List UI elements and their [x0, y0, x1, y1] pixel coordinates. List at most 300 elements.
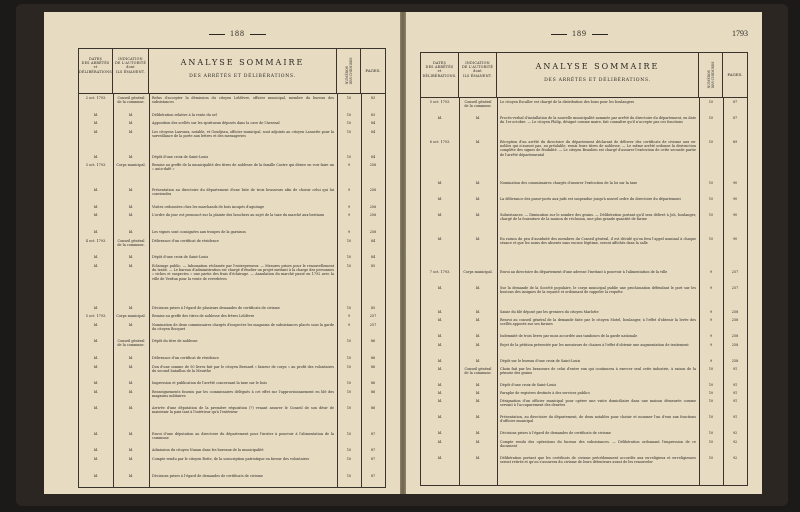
page-cell: 84: [370, 155, 376, 159]
table-row: [421, 310, 747, 318]
date-cell: Id.: [437, 431, 443, 435]
authority-cell: Id.: [128, 365, 134, 369]
numero-cell: 10: [708, 197, 714, 201]
page-cell: 91: [732, 399, 738, 403]
table-row: [421, 181, 747, 197]
authority-cell: Id.: [475, 334, 481, 338]
summary-cell: Désignation d'un officier municipal pour opérer une visite domiciliaire dans une maison démeurée comme servant à l'accaparement des denrées: [500, 399, 696, 408]
summary-cell: La délivrance des passe-ports aux juifs est suspendue jusqu'à nouvel ordre du directoire du département: [500, 197, 681, 201]
date-cell: Id.: [93, 205, 99, 209]
date-cell: Id.: [437, 286, 443, 290]
date-cell: 4 oct. 1793.: [85, 239, 107, 243]
date-cell: Id.: [437, 197, 443, 201]
page-cell: 90: [732, 213, 738, 217]
table-row: [421, 440, 747, 456]
date-cell: 5 oct. 1793.: [85, 314, 107, 318]
page-cell: 84: [370, 239, 376, 243]
page-cell: 85: [370, 306, 376, 310]
summary-cell: Décisions prises à l'égard de demandes de certificats de civisme: [500, 431, 611, 435]
page-cell: 84: [370, 255, 376, 259]
page-cell: 256: [369, 188, 377, 192]
table-row: [421, 116, 747, 140]
summary-cell: Dépôt du titre de noblesse: [152, 339, 198, 343]
authority-cell: Conseil général de la commune.: [117, 339, 145, 348]
page-cell: 87: [370, 474, 376, 478]
authority-cell: Id.: [475, 310, 481, 314]
numero-cell: 10: [708, 431, 714, 435]
numero-cell: 9: [347, 163, 351, 167]
date-cell: Id.: [93, 339, 99, 343]
header-pages: PAGES.: [727, 72, 743, 77]
summary-cell: En raison du peu d'assiduité des membres du Conseil général, il est décidé qu'on fera l'appel nominal à chaque séance et que les noms des absents sans excuse légitime, seront affichés dans la salle: [500, 237, 696, 246]
summary-cell: Admission du citoyen Nunan dans les bureaux de la municipalité: [152, 448, 264, 452]
table-row: [421, 367, 747, 383]
authority-cell: Id.: [128, 155, 134, 159]
table-row: [421, 456, 747, 480]
summary-cell: Impression et publication de l'arrêté concernant la taxe sur le bois: [152, 381, 267, 385]
authority-cell: Id.: [128, 457, 134, 461]
authority-cell: Id.: [128, 448, 134, 452]
summary-cell: Nomination de deux commissaires chargés d'inspecter les magasins de subsistances placés sous la garde du citoyen Bocquet: [152, 323, 334, 332]
authority-cell: Id.: [475, 286, 481, 290]
authority-cell: Id.: [475, 431, 481, 435]
summary-cell: Apposition des scellés sur les spiritueux déposés dans la cave de l'Arsenal: [152, 121, 280, 125]
date-cell: Id.: [93, 113, 99, 117]
page-subtitle: DES ARRÊTÉS ET DÉLIBÉRATIONS.: [544, 78, 651, 83]
numero-cell: 9: [347, 205, 351, 209]
left-page: [44, 12, 400, 494]
header-authority: INDICATION DE L'AUTORITÉ dont ILS ÉMANENT.: [113, 49, 149, 93]
authority-cell: Id.: [475, 391, 481, 395]
summary-cell: Décisions prises à l'égard de demandes de certificats de civisme: [152, 474, 263, 478]
date-cell: Id.: [437, 343, 443, 347]
numero-cell: 9: [347, 188, 351, 192]
page-cell: 258: [731, 310, 739, 314]
authority-cell: Id.: [475, 359, 481, 363]
left-table: [78, 48, 386, 488]
table-row: [421, 431, 747, 439]
authority-cell: Id.: [475, 318, 481, 322]
table-row: [79, 390, 385, 406]
numero-cell: 10: [708, 100, 714, 104]
page-cell: 86: [370, 365, 376, 369]
table-row: [421, 343, 747, 359]
table-row: [79, 239, 385, 255]
numero-cell: 10: [708, 399, 714, 403]
header-authority: INDICATION DE L'AUTORITÉ dont ILS ÉMANENT.: [459, 53, 497, 97]
authority-cell: Id.: [475, 399, 481, 403]
table-row: [79, 163, 385, 188]
page-cell: 258: [731, 343, 739, 347]
table-row: [79, 155, 385, 163]
date-cell: Id.: [93, 448, 99, 452]
page-cell: 257: [369, 314, 377, 318]
summary-cell: Éclairage public. — Inhumation réclamée par l'entrepreneur. — Mesures prises pour le renouvellement du traité. — Le bureau d'administration est chargé d'étudier un projet mettant à la charge des personnes « riches et suspectes » une partie des frais d'éclairage. — Annulation du marché passé en 1792 avec la ville de Verdun pour la vente de reverbères: [152, 264, 334, 281]
date-cell: 3 oct. 1793.: [85, 163, 107, 167]
table-row: [421, 334, 747, 342]
authority-cell: Id.: [128, 113, 134, 117]
page-cell: 258: [731, 318, 739, 322]
page-cell: 91: [732, 367, 738, 371]
numero-cell: 9: [709, 343, 713, 347]
numero-cell: 9: [709, 270, 713, 274]
summary-cell: Compte rendu par le citoyen Botte, de la souscription patriotique en faveur des volontaires: [152, 457, 310, 461]
authority-cell: Conseil général de la commune.: [117, 96, 145, 105]
summary-cell: Saisie du blé déposé par les greniers du citoyen Marlotte: [500, 310, 599, 314]
page-cell: 256: [369, 205, 377, 209]
header-numero: NUMÉROS DES CHEMISES: [337, 49, 361, 93]
authority-cell: Id.: [128, 188, 134, 192]
summary-cell: Présentation au directoire du département d'une liste de trois brasseurs afin de choisir celui qui lui conviendra: [152, 188, 334, 197]
page-cell: 83: [370, 113, 376, 117]
page-title: ANALYSE SOMMAIRE: [535, 62, 660, 71]
summary-cell: Rejet de la pétition présentée par les messieurs de chaises à l'effet d'obtenir une augmentation de traitement: [500, 343, 689, 347]
table-row: [79, 188, 385, 204]
page-cell: 91: [732, 383, 738, 387]
date-cell: Id.: [93, 390, 99, 394]
authority-cell: Id.: [475, 383, 481, 387]
summary-cell: Arrivée d'une députation de la première réquisition (?) venant assurer le Conseil de son désir de maintenir la paix tant à l'intérieur qu'à l'extérieur: [152, 406, 334, 415]
authority-cell: Id.: [128, 390, 134, 394]
authority-cell: Id.: [128, 121, 134, 125]
header-dates: DATES DES ARRÊTÉS et DÉLIBÉRATIONS.: [421, 53, 459, 97]
numero-cell: 10: [346, 406, 352, 410]
table-row: [421, 213, 747, 237]
date-cell: Id.: [437, 359, 443, 363]
authority-cell: Id.: [475, 116, 481, 120]
table-row: [79, 314, 385, 322]
date-cell: Id.: [437, 310, 443, 314]
numero-cell: 10: [346, 130, 352, 134]
page-cell: 257: [731, 286, 739, 290]
date-cell: Id.: [437, 383, 443, 387]
date-cell: Id.: [93, 264, 99, 268]
numero-cell: 10: [708, 440, 714, 444]
date-cell: Id.: [93, 121, 99, 125]
numero-cell: 10: [346, 448, 352, 452]
authority-cell: Id.: [475, 440, 481, 444]
summary-cell: Paraphe de registres destinés à des services publics: [500, 391, 590, 395]
authority-cell: Id.: [128, 323, 134, 327]
table-row: [79, 474, 385, 482]
page-cell: 87: [370, 448, 376, 452]
page-cell: 257: [369, 323, 377, 327]
table-row: [79, 213, 385, 229]
date-cell: Id.: [437, 456, 443, 460]
date-cell: Id.: [93, 406, 99, 410]
page-cell: 84: [370, 130, 376, 134]
numero-cell: 9: [347, 314, 351, 318]
numero-cell: 10: [346, 306, 352, 310]
authority-cell: Id.: [128, 130, 134, 134]
authority-cell: Id.: [475, 181, 481, 185]
summary-cell: Dépôt d'une croix de Saint-Louis: [152, 155, 209, 159]
table-row: [79, 306, 385, 314]
numero-cell: 10: [708, 367, 714, 371]
table-row: [421, 391, 747, 399]
header-numero: NUMÉROS DES CHEMISES: [699, 53, 723, 97]
header-dates: DATES DES ARRÊTÉS et DÉLIBÉRATIONS.: [79, 49, 113, 93]
authority-cell: Id.: [475, 456, 481, 460]
date-cell: Id.: [437, 440, 443, 444]
date-cell: Id.: [93, 432, 99, 436]
summary-cell: Don d'une somme de 50 livres fait par le citoyen Bernard « faiseur de corps » au profit des volontaires du second bataillon de la Meurthe: [152, 365, 334, 374]
numero-cell: 9: [709, 334, 713, 338]
numero-cell: 10: [346, 155, 352, 159]
authority-cell: Id.: [475, 237, 481, 241]
date-cell: Id.: [93, 213, 99, 217]
table-row: [421, 383, 747, 391]
table-row: [421, 415, 747, 431]
right-page-number: 189: [546, 29, 613, 38]
date-cell: Id.: [437, 237, 443, 241]
page-cell: 87: [732, 100, 738, 104]
numero-cell: 10: [346, 239, 352, 243]
table-row: [79, 448, 385, 456]
summary-cell: Délibération relative à la vente du sel: [152, 113, 217, 117]
authority-cell: Id.: [128, 406, 134, 410]
header-title: [497, 53, 699, 97]
date-cell: 5 oct. 1793.: [429, 100, 451, 104]
authority-cell: Corps municipal.: [116, 314, 146, 318]
page-cell: 256: [369, 163, 377, 167]
summary-cell: Compte rendu des opérations du bureau des subsistances. — Délibération ordonnant l'impression de ce document: [500, 440, 696, 449]
table-row: [79, 457, 385, 473]
page-cell: 90: [732, 181, 738, 185]
table-row: [421, 140, 747, 180]
page-cell: 86: [370, 390, 376, 394]
date-cell: Id.: [437, 415, 443, 419]
authority-cell: Id.: [128, 264, 134, 268]
summary-cell: Délibération portant que les certificats de civisme précédemment accordés aux ex-religieux et ex-religieuses seront retirés et qu'on s'assurera du civisme de leurs détenteurs avant de les renouveler: [500, 456, 696, 465]
page-cell: 87: [370, 457, 376, 461]
date-cell: 2 oct. 1793.: [85, 96, 107, 100]
numero-cell: 10: [708, 116, 714, 120]
numero-cell: 10: [708, 237, 714, 241]
page-cell: 257: [731, 270, 739, 274]
summary-cell: Les vignes sont consignées aux troupes de la garnison: [152, 230, 246, 234]
page-cell: 86: [370, 381, 376, 385]
date-cell: 6 oct. 1793.: [429, 140, 451, 144]
page-cell: 92: [732, 431, 738, 435]
date-cell: Id.: [93, 255, 99, 259]
table-row: [79, 432, 385, 448]
authority-cell: Id.: [475, 343, 481, 347]
numero-cell: 10: [708, 391, 714, 395]
table-row: [421, 197, 747, 213]
page-cell: 258: [731, 359, 739, 363]
summary-cell: L'ordre du jour est prononcé sur la plainte des bouchers au sujet de la taxe du marché aux bestiaux: [152, 213, 324, 217]
table-row: [421, 100, 747, 116]
page-cell: 91: [732, 391, 738, 395]
authority-cell: Conseil général de la commune.: [464, 100, 492, 109]
date-cell: Id.: [93, 356, 99, 360]
numero-cell: 10: [346, 339, 352, 343]
table-row: [421, 270, 747, 286]
summary-cell: Sur la demande de la Société populaire, le corps municipal publie une proclamation défendant le port sur les boutons des insignes de la royauté et ordonnant de rappeler la requête: [500, 286, 696, 295]
summary-cell: Présentation, au directoire du département, de deux notables pour choisir et nommer l'un d'eux aux fonctions d'officier municipal: [500, 415, 696, 424]
numero-cell: 10: [346, 356, 352, 360]
numero-cell: 10: [708, 181, 714, 185]
numero-cell: 9: [709, 310, 713, 314]
table-row: [421, 318, 747, 334]
header-title: [149, 49, 337, 93]
summary-cell: Renseignements fournis par les commissaires délégués à cet effet sur l'approvisionnement en blé des magasins militaires: [152, 390, 334, 399]
authority-cell: Conseil général de la commune.: [464, 367, 492, 376]
date-cell: Id.: [437, 334, 443, 338]
authority-cell: Id.: [128, 381, 134, 385]
authority-cell: Corps municipal.: [116, 163, 146, 167]
summary-cell: Visites ordonnées chez les marchands de bois incapés d'agiotage: [152, 205, 265, 209]
authority-cell: Id.: [128, 432, 134, 436]
date-cell: Id.: [93, 323, 99, 327]
summary-cell: Subsistances. — Diminution sur le nombre des grains. — Délibération portant qu'il sera délivré à Joh, boulanger, chargé de la fourniture de la maison de réclusion, une plus grande quantité de farine: [500, 213, 696, 222]
date-cell: Id.: [93, 474, 99, 478]
summary-cell: Envoi d'une députation au directoire du département pour l'inviter à pourvoir à l'alimentation de la commune: [152, 432, 334, 441]
authority-cell: Id.: [128, 255, 134, 259]
date-cell: Id.: [93, 365, 99, 369]
summary-cell: Renvoi au conseil général de la demande faite par le citoyen Motel, boulanger, à l'effet d'obtenir la levée des scellés apposés sur ses farines: [500, 318, 696, 327]
right-page: [406, 12, 762, 494]
table-row: [79, 339, 385, 355]
authority-cell: Id.: [128, 230, 134, 234]
date-cell: Id.: [93, 457, 99, 461]
numero-cell: 9: [709, 359, 713, 363]
numero-cell: 10: [346, 121, 352, 125]
summary-cell: Remise au greffe de la municipalité des titres de noblesse de la famille Castre qui désire en voir faire un « auto-dafé »: [152, 163, 334, 172]
date-cell: Id.: [437, 181, 443, 185]
numero-cell: 9: [709, 286, 713, 290]
numero-cell: 10: [346, 390, 352, 394]
date-cell: Id.: [93, 155, 99, 159]
page-cell: 87: [370, 432, 376, 436]
summary-cell: Remise au greffe des titres de noblesse des frères Leldèvre: [152, 314, 255, 318]
date-cell: Id.: [437, 367, 443, 371]
page-cell: 84: [370, 121, 376, 125]
table-row: [79, 406, 385, 431]
table-row: [79, 264, 385, 305]
numero-cell: 10: [346, 96, 352, 100]
table-row: [79, 96, 385, 112]
numero-cell: 10: [346, 457, 352, 461]
numero-cell: 10: [708, 415, 714, 419]
table-row: [79, 323, 385, 339]
page-cell: 87: [732, 116, 738, 120]
summary-cell: Délivrance d'un certificat de résidence: [152, 356, 219, 360]
page-cell: 83: [370, 96, 376, 100]
left-page-number: 188: [204, 29, 271, 38]
summary-cell: Décisions prises à l'égard de plusieurs demandes de certificats de civisme: [152, 306, 280, 310]
numero-cell: 10: [346, 255, 352, 259]
numero-cell: 10: [708, 213, 714, 217]
summary-cell: Délivrance d'un certificat de résidence: [152, 239, 219, 243]
authority-cell: Id.: [128, 306, 134, 310]
numero-cell: 10: [708, 383, 714, 387]
page-cell: 258: [731, 334, 739, 338]
date-cell: 7 oct. 1793.: [429, 270, 451, 274]
page-cell: 256: [369, 213, 377, 217]
numero-cell: 10: [708, 140, 714, 144]
summary-cell: Le citoyen Escaller est chargé de la distribution des bons pour les boulangers: [500, 100, 635, 104]
table-row: [79, 230, 385, 238]
authority-cell: Id.: [475, 213, 481, 217]
table-row: [79, 113, 385, 121]
table-row: [421, 286, 747, 310]
summary-cell: Dépôt d'une croix de Saint-Louis: [500, 383, 557, 387]
page-title: ANALYSE SOMMAIRE: [180, 58, 305, 67]
summary-cell: Refus d'accepter la démission du citoyen Leldèvre, officier municipal, membre du bureau des subsistances: [152, 96, 334, 105]
page-cell: 85: [370, 264, 376, 268]
summary-cell: Dépôt sur le bureau d'une croix de Saint-Louis: [500, 359, 581, 363]
table-row: [79, 205, 385, 213]
page-cell: 86: [370, 356, 376, 360]
summary-cell: Nomination des commissaires chargés d'assurer l'exécution de la loi sur la taxe: [500, 181, 638, 185]
summary-cell: Choix fait par les brasseurs de celui d'entre eux qui continuera à exercer seul cette industrie, à raison de la pénurie des grains: [500, 367, 696, 376]
numero-cell: 10: [346, 113, 352, 117]
date-cell: Id.: [437, 213, 443, 217]
summary-cell: Dépôt d'une croix de Saint-Louis: [152, 255, 209, 259]
table-row: [79, 130, 385, 155]
numero-cell: 10: [346, 432, 352, 436]
authority-cell: Id.: [475, 197, 481, 201]
page-subtitle: DES ARRÊTÉS ET DÉLIBÉRATIONS.: [189, 74, 296, 79]
authority-cell: Id.: [475, 415, 481, 419]
page-cell: 92: [732, 456, 738, 460]
authority-cell: Id.: [128, 205, 134, 209]
date-cell: Id.: [93, 306, 99, 310]
numero-cell: 9: [709, 318, 713, 322]
numero-cell: 9: [347, 323, 351, 327]
table-row: [421, 359, 747, 367]
summary-cell: Envoi au directoire du département d'une adresse l'invitant à pourvoir à l'alimentation de la ville: [500, 270, 668, 274]
page-cell: 256: [369, 230, 377, 234]
authority-cell: Id.: [128, 356, 134, 360]
date-cell: Id.: [437, 399, 443, 403]
header-pages: PAGES.: [365, 68, 381, 73]
table-row: [421, 399, 747, 415]
numero-cell: 10: [708, 456, 714, 460]
page-cell: 86: [370, 406, 376, 410]
page-cell: 89: [732, 140, 738, 144]
summary-cell: Les citoyens Lauvaux, notable, et Goudjeau, officier municipal, sont adjoints au citoyen Lasnette pour la surveillance de la porte aux lettres et des messageries: [152, 130, 334, 139]
table-row: [79, 255, 385, 263]
page-cell: 90: [732, 197, 738, 201]
authority-cell: Corps municipal.: [463, 270, 493, 274]
date-cell: Id.: [93, 230, 99, 234]
numero-cell: 10: [346, 264, 352, 268]
authority-cell: Id.: [128, 213, 134, 217]
summary-cell: Réception d'un arrêté du directoire du département déclarant de délivrer des certificats de civisme aux ex-nobles qui n'auront pas, au préalable, remis leurs titres de noblesse. — Le même arrêté ordonne la destruction complète des signes de féodalité. — Le citoyen Beaulieu est chargé d'assurer l'exécution de cette seconde partie de l'arrêté départemental: [500, 140, 696, 157]
table-row: [421, 237, 747, 269]
right-corner-number: 1793: [732, 29, 748, 38]
summary-cell: Indemnité de trois livres par mois accordée aux tambours de la garde nationale: [500, 334, 638, 338]
table-row: [79, 121, 385, 129]
authority-cell: Conseil général de la commune.: [117, 239, 145, 248]
page-cell: 86: [370, 339, 376, 343]
summary-cell: Procès-verbal d'installation de la nouvelle municipalité nommée par arrêté du directoire du département, en date du 1er octobre. — Le citoyen Philip, désigné comme maire, fait connaître qu'il n'accepte pas ces fonctions: [500, 116, 696, 125]
page-cell: 91: [732, 415, 738, 419]
numero-cell: 9: [347, 230, 351, 234]
date-cell: Id.: [93, 381, 99, 385]
date-cell: Id.: [437, 318, 443, 322]
page-cell: 90: [732, 237, 738, 241]
table-row: [79, 356, 385, 364]
numero-cell: 9: [347, 213, 351, 217]
numero-cell: 10: [346, 365, 352, 369]
authority-cell: Id.: [475, 140, 481, 144]
page-cell: 92: [732, 440, 738, 444]
date-cell: Id.: [93, 130, 99, 134]
